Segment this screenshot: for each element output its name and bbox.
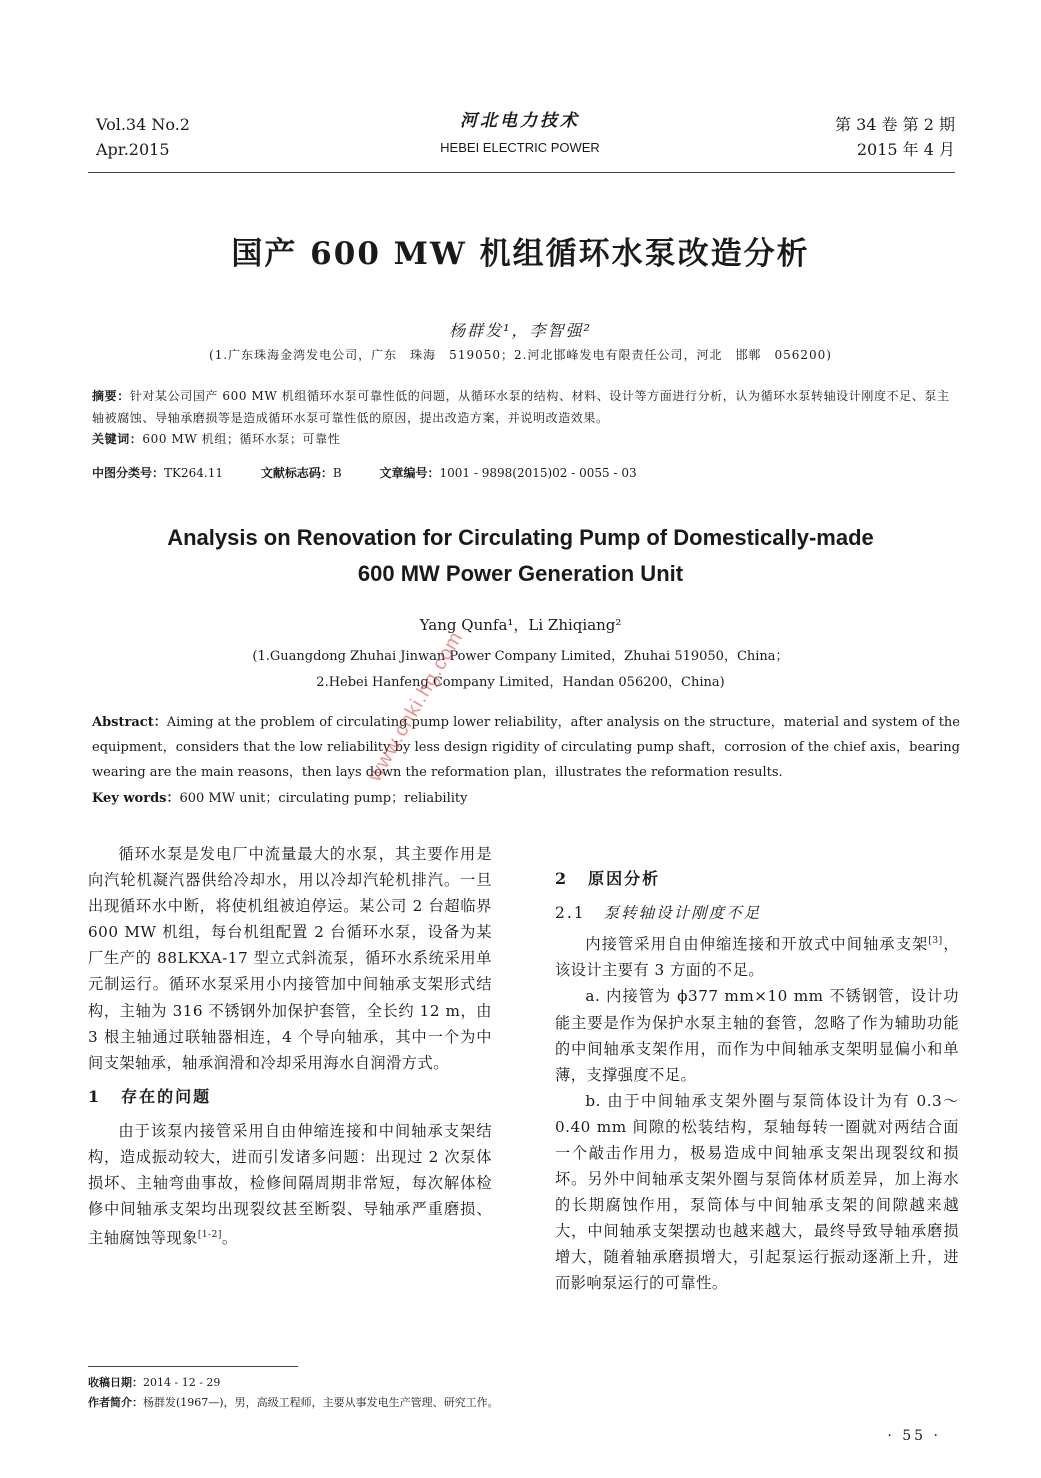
keywords-cn	[92, 429, 960, 451]
article-no-value: 1001 - 9898(2015)02 - 0055 - 03	[439, 466, 637, 480]
received-date: 2014 - 12 - 29	[143, 1376, 221, 1389]
keywords-en-text: 600 MW unit；circulating pump；reliability	[179, 791, 468, 806]
section-2-1-number: 2.1	[555, 904, 586, 923]
abstract-en-text: Aiming at the problem of circulating pump lower reliability，after analysis on the structure，material and system of the equipment，considers that the low reliability by less design rigidity of circulating pump shaft，corrosion of the chief axis，bearing wearing are the main reasons，then lays down the reformation plan，illustrates the reformation results.	[92, 715, 960, 780]
header-vol-cn: 第 34 卷 第 2 期	[835, 115, 955, 134]
section-2-1-title: 泵转轴设计刚度不足	[603, 904, 762, 923]
doc-code-label: 文献标志码：	[260, 466, 333, 480]
header-vol-en: Vol.34 No.2	[96, 115, 190, 134]
section-2-1-intro-text: 内接管采用自由伸缩连接和开放式中间轴承支架	[585, 935, 929, 954]
abstract-cn	[92, 386, 960, 429]
article-number	[379, 466, 636, 480]
affiliation-en-line1: (1.Guangdong Zhuhai Jinwan Power Company Limited，Zhuhai 519050，China；	[252, 649, 789, 664]
body-right-column	[555, 858, 959, 1297]
page-number: · 55 ·	[887, 1428, 941, 1444]
abstract-en-label: Abstract：	[92, 715, 167, 730]
section-1-heading	[88, 1084, 492, 1110]
section-2-1-item-b: b. 由于中间轴承支架外圈与泵筒体设计为有 0.3～0.40 mm 间隙的松装结构，泵轴每转一圈就对两结合面一个敲击作用力，极易造成中间轴承支架出现裂纹和损坏。另外中间轴承支架外圈与泵筒体材质差异，加上海水的长期腐蚀作用，泵筒体与中间轴承支架的间隙越来越大，中间轴承支架摆动也越来越大，最终导致导轴承磨损增大，随着轴承磨损增大，引起泵运行振动逐渐上升，进而影响泵运行的可靠性。	[555, 1091, 959, 1293]
footnote-author	[88, 1393, 788, 1413]
body-left-column	[88, 841, 492, 1251]
author-bio: 杨群发(1967—)，男，高级工程师，主要从事发电生产管理、研究工作。	[143, 1396, 499, 1409]
watermark	[363, 622, 468, 842]
authors-cn: 杨群发¹，李智强²	[449, 321, 592, 340]
section-1-number: 1	[88, 1086, 102, 1106]
section-1-paragraph	[88, 1118, 492, 1252]
section-1-citation: [1-2]	[197, 1230, 222, 1241]
article-no-label: 文章编号：	[379, 466, 440, 480]
clc-value: TK264.11	[164, 466, 223, 480]
author-bio-label: 作者简介：	[88, 1396, 143, 1409]
affiliation-en	[0, 644, 1041, 696]
doc-code-value: B	[332, 466, 342, 480]
affiliation-en-line2: 2.Hebei Hanfeng Company Limited，Handan 056200，China)	[316, 675, 725, 690]
section-2-1-intro-end: ，该设计主要有 3 方面的不足。	[555, 935, 960, 980]
section-2-title: 原因分析	[588, 869, 661, 888]
watermark-text: www.cnki.hg.com	[363, 627, 468, 786]
abstract-cn-block	[92, 386, 960, 451]
clc-number	[92, 466, 223, 480]
header-date-en: Apr.2015	[96, 140, 170, 159]
header-volume-en	[96, 112, 190, 162]
abstract-cn-label: 摘要：	[92, 389, 130, 403]
received-label: 收稿日期：	[88, 1376, 143, 1389]
footnote-received	[88, 1373, 788, 1393]
intro-paragraph: 循环水泵是发电厂中流量最大的水泵，其主要作用是向汽轮机凝汽器供给冷却水，用以冷却汽轮机排汽。一旦出现循环水中断，将使机组被迫停运。某公司 2 台超临界 600 MW 机组，每台机组配置 2 台循环水泵，设备为某厂生产的 88LKXA-17 型立式斜流泵，循环水系统采用单元制运行。循环水泵采用小内接管加中间轴承支架形式结构，主轴为 316 不锈钢外加保护套管，全长约 12 m，由 3 根主轴通过联轴器相连，4 个导向轴承，其中一个为中间支架轴承，轴承润滑和冷却采用海水自润滑方式。	[88, 845, 492, 1072]
section-2-1-citation: [3]	[928, 936, 943, 947]
affiliation-cn: (1.广东珠海金湾发电公司，广东 珠海 519050；2.河北邯峰发电有限责任公司，河北 邯郸 056200)	[209, 348, 832, 362]
header-rule	[88, 172, 955, 173]
section-1-text: 由于该泵内接管采用自由伸缩连接和中间轴承支架结构，造成振动较大，进而引发诸多问题：出现过 2 次泵体损坏、主轴弯曲事故，检修间隔周期非常短，每次解体检修中间轴承支架均出现裂纹甚至断裂、导轴承严重磨损、主轴腐蚀等现象	[88, 1121, 492, 1248]
header-date-cn: 2015 年 4 月	[856, 140, 955, 159]
clc-label: 中图分类号：	[92, 466, 165, 480]
doc-code	[261, 466, 342, 480]
header-journal	[360, 110, 680, 159]
keywords-en	[92, 786, 960, 811]
keywords-en-label: Key words：	[92, 791, 180, 806]
title-en-line1: Analysis on Renovation for Circulating Pump of Domestically-made	[167, 525, 874, 550]
section-2-heading	[555, 866, 959, 892]
abstract-cn-text: 针对某公司国产 600 MW 机组循环水泵可靠性低的问题，从循环水泵的结构、材料、设计等方面进行分析，认为循环水泵转轴设计刚度不足、泵主轴被腐蚀、导轴承磨损等是造成循环水泵可靠性低的原因，提出改造方案，并说明改造效果。	[92, 389, 950, 425]
section-2-1-heading	[555, 900, 959, 926]
paper-title-en	[0, 520, 1041, 592]
keywords-cn-text: 600 MW 机组；循环水泵；可靠性	[142, 432, 341, 446]
authors-en: Yang Qunfa¹，Li Zhiqiang²	[419, 616, 622, 634]
section-1-title: 存在的问题	[121, 1086, 212, 1106]
section-2-1-intro	[555, 928, 959, 983]
section-2-1-item-a: a. 内接管为 ϕ377 mm×10 mm 不锈钢管，设计功能主要是作为保护水泵主轴的套管，忽略了作为辅助功能的中间轴承支架作用，而作为中间轴承支架明显偏小和单薄，支撑强度不足。	[555, 987, 959, 1084]
classification-line	[92, 463, 960, 483]
title-en-line2: 600 MW Power Generation Unit	[357, 561, 684, 586]
keywords-cn-label: 关键词：	[92, 432, 143, 446]
section-2-number: 2	[555, 869, 569, 888]
paper-title-cn: 国产 600 MW 机组循环水泵改造分析	[231, 236, 810, 272]
journal-name-en: HEBEI ELECTRIC POWER	[440, 140, 600, 155]
header-volume-cn	[835, 112, 955, 162]
journal-name-cn: 河北电力技术	[460, 111, 580, 131]
abstract-en	[92, 710, 960, 785]
footnote-rule	[88, 1366, 298, 1367]
section-1-end: 。	[221, 1229, 238, 1248]
